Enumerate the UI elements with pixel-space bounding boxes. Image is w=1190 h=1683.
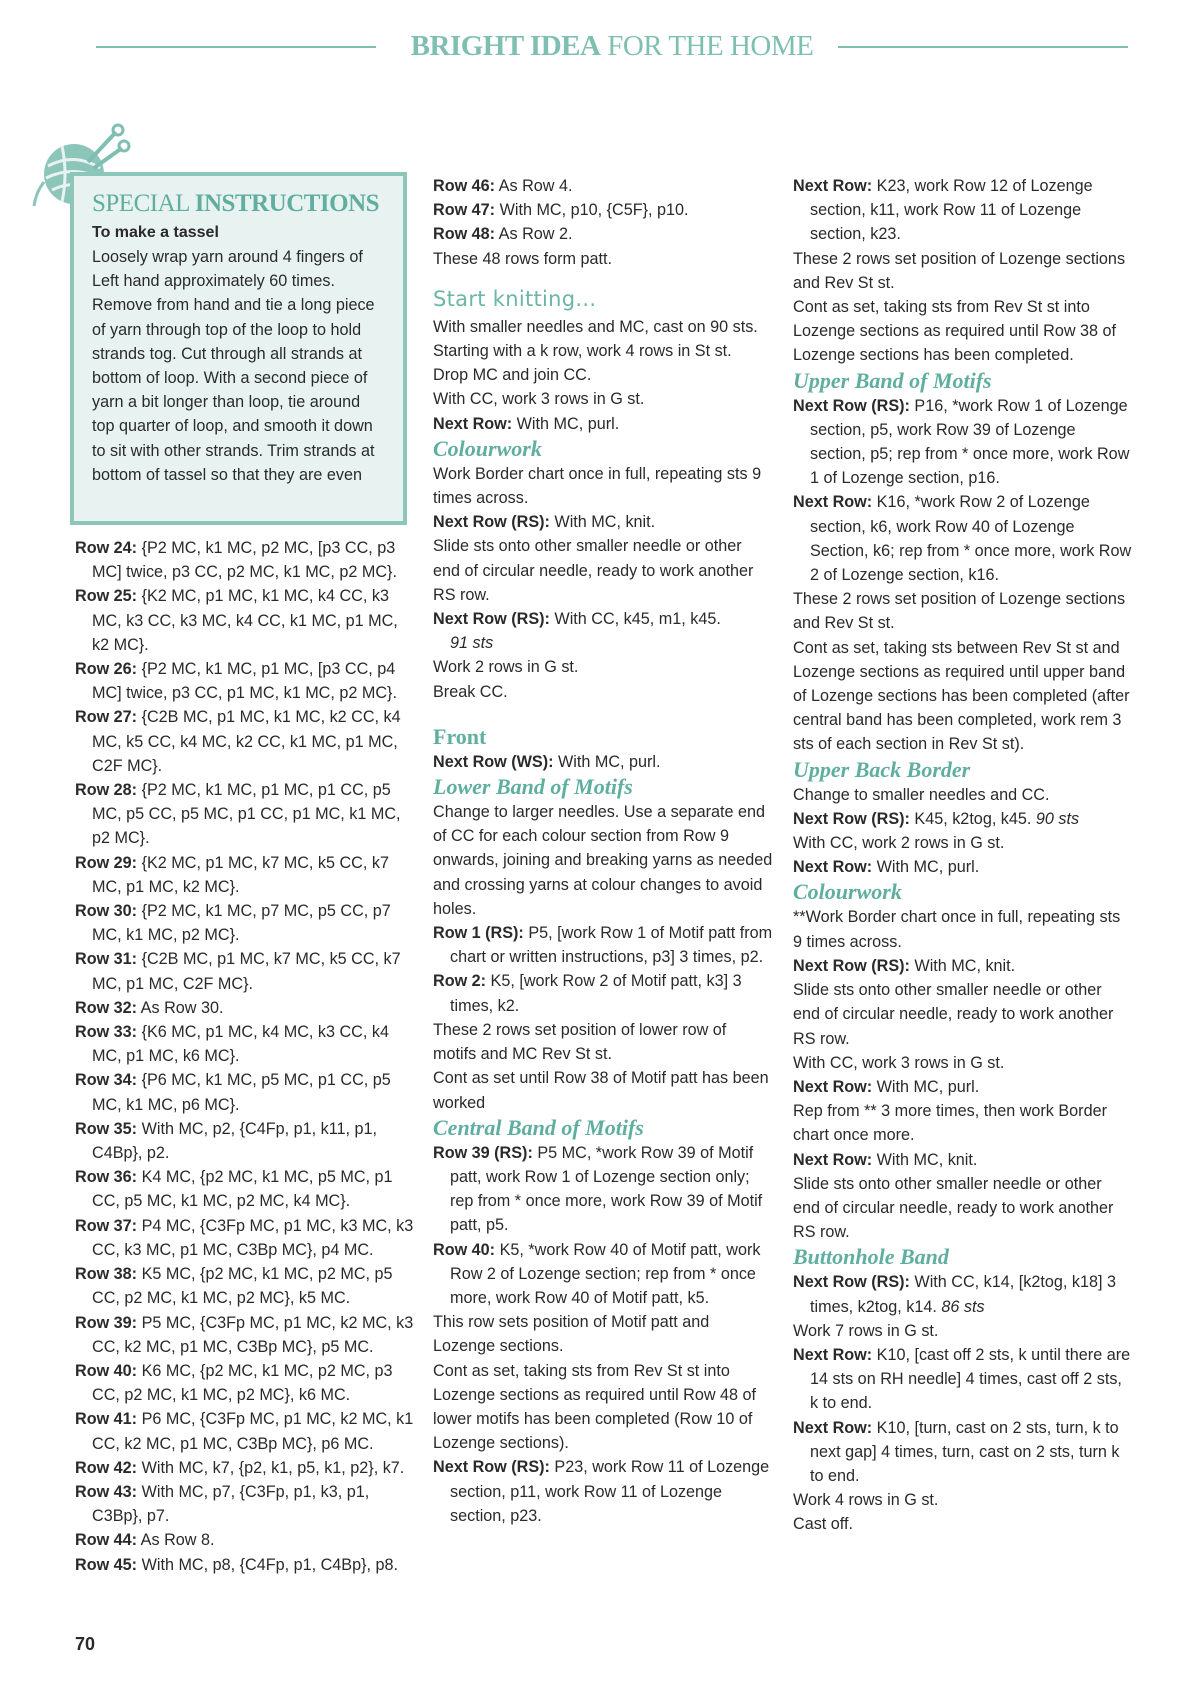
instruction-row [793,1512,1133,1536]
row-label: Row 31: [75,950,138,969]
instruction-row [433,1141,773,1238]
row-text: With MC, p8, {C4Fp, p1, C4Bp}, p8. [137,1555,398,1574]
row-label: Next Row: [793,177,873,195]
instruction-row [75,1020,415,1068]
row-label: Row 45: [75,1555,138,1574]
back-border-rows [793,831,1133,879]
instruction-row [75,1480,415,1528]
row-text: With smaller needles and MC, cast on 90 sts. [433,317,758,336]
instruction-row [75,1553,415,1577]
row-text: P5 MC, {C3Fp MC, p1 MC, k2 MC, k3 CC, k2 MC, p1 MC, C3Bp MC}, p5 MC. [92,1313,414,1356]
row-text: {P2 MC, k1 MC, p2 MC, [p3 CC, p3 MC] twice, p3 CC, p2 MC, k1 MC, p2 MC}. [92,539,397,582]
header-title-thin: FOR THE HOME [600,30,814,62]
row-text: With MC, k7, {p2, k1, p5, k1, p2}, k7. [137,1458,405,1477]
row-label: Row 1 (RS): [433,924,524,943]
header-title-bold: BRIGHT IDEA [410,30,601,62]
buttonhole-text: With CC, k14, [k2tog, k18] 3 times, k2tog, k14. [810,1273,1116,1316]
column-1 [75,536,415,1577]
row-label: Row 35: [75,1119,138,1138]
instruction-row [793,855,1133,879]
row-text: Slide sts onto other smaller needle or other end of circular needle, ready to work another RS row. [433,537,754,604]
instruction-row [75,1262,415,1310]
row-text: {K2 MC, p1 MC, k1 MC, k4 CC, k3 MC, k3 CC, k3 MC, k4 CC, k1 MC, p1 MC, k2 MC}. [92,587,398,654]
row-label: Next Row: [793,858,873,877]
back-border-line-2 [793,807,1133,831]
row-label: Row 41: [75,1410,138,1429]
row-label: Row 28: [75,781,138,800]
row-label: Row 30: [75,902,138,921]
instruction-row [793,1148,1133,1172]
colourwork-rows-2 [793,905,1133,1244]
special-title-light: SPECIAL [92,190,195,217]
row-label: Next Row: [793,1418,873,1437]
row-label: Next Row (RS): [793,396,910,415]
instruction-row [75,899,415,947]
row-text: With CC, k45, m1, k45. [549,610,721,629]
instruction-row [793,394,1133,491]
row-label: Row 25: [75,587,138,606]
instruction-row [433,800,773,921]
colourwork-heading: Colourwork [433,435,542,461]
row-text: K23, work Row 12 of Lozenge section, k11, work Row 11 of Lozenge section, k23. [810,177,1093,244]
instruction-row [75,1068,415,1116]
instruction-row [75,1407,415,1455]
instruction-row [793,587,1133,635]
colourwork-end-rows [433,655,773,703]
instruction-row [433,339,773,363]
row-label: Row 46: [433,177,496,195]
page-header [96,28,1128,68]
row-text: Cont as set, taking sts from Rev St st into Lozenge sections as required until Row 38 of Lozenge sections has been completed. [793,298,1117,365]
row-text: {P2 MC, k1 MC, p1 MC, [p3 CC, p4 MC] twice, p3 CC, p1 MC, k1 MC, p2 MC}. [92,660,397,703]
row-text: With MC, p2, {C4Fp, p1, k11, p1, C4Bp}, p2. [92,1119,377,1163]
row-text: K10, [turn, cast on 2 sts, turn, k to next gap] 4 times, turn, cast on 2 sts, turn k to end. [810,1418,1120,1485]
colourwork-rows [433,462,773,631]
row-label: Row 42: [75,1458,138,1477]
instruction-row [793,1099,1133,1147]
row-text: With MC, purl. [553,752,661,771]
buttonhole-count: 86 sts [941,1297,985,1316]
buttonhole-label: Next Row (RS): [793,1273,910,1292]
buttonhole-rows [793,1319,1133,1537]
instruction-row [793,954,1133,978]
instruction-row [433,1238,773,1311]
row-text: Cast off. [793,1515,853,1534]
row-text: As Row 4. [495,177,573,195]
row-label: Next Row (RS): [433,513,550,532]
instruction-row [75,1214,415,1262]
instruction-row [433,1310,773,1358]
row-label: Next Row: [793,1345,873,1364]
row-text: With CC, work 3 rows in G st. [793,1053,1005,1072]
row-text: Work 4 rows in G st. [793,1491,939,1510]
instruction-row [793,174,1133,247]
row-text: P5, [work Row 1 of Motif patt from chart or written instructions, p3] 3 times, p2. [450,924,773,967]
instruction-row [433,534,773,607]
row-label: Row 43: [75,1482,138,1501]
row-label: Row 27: [75,708,138,727]
upper-band-heading: Upper Band of Motifs [793,367,992,393]
buttonhole-band-heading: Buttonhole Band [793,1244,949,1270]
row-text: {P2 MC, k1 MC, p7 MC, p5 CC, p7 MC, k1 MC, p2 MC}. [92,902,391,945]
row-label: Row 26: [75,660,138,679]
column-3 [793,174,1133,1537]
row-label: Next Row: [793,1150,873,1169]
instruction-row [433,750,773,774]
instruction-row [433,510,773,534]
row-label: Row 34: [75,1071,138,1090]
instruction-row [75,1165,415,1213]
row-text: {K6 MC, p1 MC, k4 MC, k3 CC, k4 MC, p1 MC, k6 MC}. [92,1023,389,1066]
instruction-row [75,1359,415,1407]
row-label: Next Row (WS): [433,752,554,771]
row-text: These 48 rows form patt. [433,249,613,268]
row-text: P4 MC, {C3Fp MC, p1 MC, k3 MC, k3 CC, k3 MC, p1 MC, C3Bp MC}, p4 MC. [92,1216,414,1259]
tassel-subhead: To make a tassel [92,224,219,241]
page-number: 70 [75,1634,96,1654]
instruction-row [433,363,773,387]
instruction-row [793,490,1133,587]
instruction-row [75,705,415,778]
instruction-row [433,1359,773,1456]
instruction-row [433,222,773,246]
row-text: These 2 rows set position of Lozenge sections and Rev St st. [793,249,1126,292]
upper-back-border-heading: Upper Back Border [793,756,971,782]
instruction-row [433,247,773,271]
back-border-count: 90 sts [1035,809,1080,828]
row-text: With MC, knit. [872,1150,978,1169]
row-text: K5 MC, {p2 MC, k1 MC, p2 MC, p5 CC, p2 MC, k1 MC, p2 MC}, k5 MC. [92,1265,393,1308]
instruction-row [75,1456,415,1480]
row-label: Next Row: [793,493,873,512]
row-text: Work 7 rows in G st. [793,1321,939,1340]
row-text: Work Border chart once in full, repeating sts 9 times across. [433,464,762,508]
row-text: {P2 MC, k1 MC, p1 MC, p1 CC, p5 MC, p5 CC, p5 MC, p1 CC, p1 MC, k1 MC, p2 MC}. [92,781,401,848]
col2-rows-top [433,174,773,271]
instruction-row [793,1343,1133,1416]
instruction-row [793,247,1133,295]
upper-band-rows [793,394,1133,757]
row-text: With MC, knit. [909,956,1016,975]
central-band-heading: Central Band of Motifs [433,1114,644,1140]
row-text: Rep from ** 3 more times, then work Border chart once more. [793,1102,1107,1145]
instruction-row [75,996,415,1020]
row-text: This row sets position of Motif patt and Lozenge sections. [433,1313,710,1356]
row-text: K16, *work Row 2 of Lozenge section, k6, work Row 40 of Lozenge Section, k6; rep from * once more, work Row 2 of Lozenge section, k16. [810,493,1132,585]
row-label: Row 48: [433,225,496,244]
instruction-row [793,1075,1133,1099]
instruction-row [75,851,415,899]
instruction-row [433,387,773,411]
row-text: These 2 rows set position of Lozenge sections and Rev St st. [793,590,1126,633]
start-knitting-heading: Start knitting... [433,286,597,311]
row-label: Row 36: [75,1168,138,1187]
row-label: Row 44: [75,1531,138,1550]
row-text: With MC, p7, {C3Fp, p1, k3, p1, C3Bp}, p7. [92,1482,370,1526]
central-band-rows [433,1141,773,1528]
instruction-row [433,1455,773,1528]
row-label: Next Row: [793,1077,873,1096]
start-knitting-rows [433,315,773,436]
instruction-row [793,905,1133,953]
instruction-row [793,978,1133,1051]
row-text: These 2 rows set position of lower row of motifs and MC Rev St st. [433,1020,727,1064]
row-label: Row 29: [75,853,138,872]
row-text: P16, *work Row 1 of Lozenge section, p5, work Row 39 of Lozenge section, p5; rep from * once more, work Row 1 of Lozenge section, p16. [810,396,1130,488]
row-text: With CC, work 2 rows in G st. [793,834,1005,853]
row-text: Break CC. [433,682,508,701]
back-border-text: K45, k2tog, k45. [909,809,1036,828]
instruction-row [793,1488,1133,1512]
instruction-row [75,947,415,995]
instruction-row [75,536,415,584]
instruction-row [433,680,773,704]
instruction-row [433,921,773,969]
row-text: Drop MC and join CC. [433,366,592,385]
instruction-row [433,1018,773,1066]
spacer [433,704,773,724]
row-label: Row 38: [75,1265,138,1284]
special-instructions-box [70,172,407,525]
row-text: Starting with a k row, work 4 rows in St st. [433,342,732,361]
row-text: Slide sts onto other smaller needle or other end of circular needle, ready to work another RS row. [793,981,1114,1048]
row-text: With MC, knit. [549,513,656,532]
column-2 [433,174,773,1528]
instruction-row [433,174,773,198]
row-text: Change to larger needles. Use a separate end of CC for each colour section from Row 9 onwards, joining and breaking yarns as needed and crossing yarns at colour changes to avoid holes. [433,803,773,918]
row-text: With MC, purl. [512,414,620,433]
instruction-row [433,969,773,1017]
row-label: Next Row: [433,414,513,433]
row-text: K5, [work Row 2 of Motif patt, k3] 3 times, k2. [450,972,742,1015]
row-text: {C2B MC, p1 MC, k1 MC, k2 CC, k4 MC, k5 CC, k4 MC, k2 CC, k1 MC, p1 MC, C2F MC}. [92,708,401,775]
row-label: Row 40: [75,1361,138,1380]
col3-rows-top [793,174,1133,368]
instruction-row [433,462,773,510]
row-text: P5 MC, *work Row 39 of Motif patt, work Row 1 of Lozenge section only; rep from * once more, work Row 39 of Motif patt, p5. [450,1143,763,1235]
instruction-row [433,1066,773,1114]
row-label: Row 24: [75,539,138,557]
row-label: Next Row (RS): [433,610,550,629]
row-text: As Row 2. [495,225,573,244]
row-label: Row 37: [75,1216,138,1235]
instruction-row [75,584,415,657]
row-text: Slide sts onto other smaller needle or other end of circular needle, ready to work another RS row. [793,1174,1114,1242]
row-text: With CC, work 3 rows in G st. [433,390,645,409]
special-instructions-title [92,190,385,218]
instruction-row [433,655,773,679]
instruction-row [75,778,415,851]
row-label: Row 33: [75,1023,138,1042]
row-text: P23, work Row 11 of Lozenge section, p11, work Row 11 of Lozenge section, p23. [450,1458,770,1525]
col1-rows [75,536,415,1577]
instruction-row [793,1051,1133,1075]
instruction-row [75,1311,415,1359]
colourwork-heading-2: Colourwork [793,879,902,905]
instruction-row [793,1319,1133,1343]
row-label: Next Row (RS): [793,956,910,975]
colourwork-stitch-count: 91 sts [450,634,494,653]
row-text: K6 MC, {p2 MC, k1 MC, p2 MC, p3 CC, p2 MC, k1 MC, p2 MC}, k6 MC. [92,1361,393,1405]
row-text: Work 2 rows in G st. [433,658,579,677]
row-text: {K2 MC, p1 MC, k7 MC, k5 CC, k7 MC, p1 MC, k2 MC}. [92,853,389,896]
row-label: Row 2: [433,972,487,991]
instruction-row [75,1117,415,1165]
front-heading: Front [433,723,487,749]
row-label: Next Row (RS): [433,1458,550,1477]
row-label: Row 39 (RS): [433,1143,533,1162]
row-text: P6 MC, {C3Fp MC, p1 MC, k2 MC, k1 CC, k2 MC, p1 MC, C3Bp MC}, p6 MC. [92,1410,414,1453]
lower-band-rows [433,800,773,1115]
row-text: Cont as set until Row 38 of Motif patt has been worked [433,1069,769,1112]
instruction-row [793,295,1133,368]
row-text: With MC, purl. [872,1077,980,1096]
row-text: K10, [cast off 2 sts, k until there are 14 sts on RH needle] 4 times, cast off 2 sts, k to end. [810,1345,1131,1413]
row-label: Row 40: [433,1240,496,1259]
back-border-label: Next Row (RS): [793,809,910,828]
row-text: Cont as set, taking sts from Rev St st into Lozenge sections as required until Row 48 of lower motifs has been completed (Row 10 of Lozenge sections). [433,1361,757,1453]
row-text: **Work Border chart once in full, repeating sts 9 times across. [793,908,1121,951]
header-rule-right [838,46,1128,48]
back-border-line-1: Change to smaller needles and CC. [793,785,1050,804]
instruction-row [793,831,1133,855]
row-text: {P6 MC, k1 MC, p5 MC, p1 CC, p5 MC, k1 MC, p6 MC}. [92,1071,391,1114]
row-label: Row 39: [75,1313,138,1332]
row-text: K4 MC, {p2 MC, k1 MC, p5 MC, p1 CC, p5 MC, k1 MC, p2 MC, k4 MC}. [92,1168,393,1211]
row-text: With MC, purl. [872,858,980,877]
buttonhole-line-1 [793,1270,1133,1318]
spacer [433,271,773,283]
special-title-bold: INSTRUCTIONS [194,190,380,217]
instruction-row [793,1172,1133,1245]
row-text: As Row 8. [137,1531,215,1550]
instruction-row [433,315,773,339]
row-text: With MC, p10, {C5F}, p10. [495,201,689,220]
row-text: As Row 30. [137,998,224,1017]
row-label: Row 47: [433,201,496,220]
lower-band-heading: Lower Band of Motifs [433,774,633,800]
instruction-row [793,1416,1133,1489]
row-text: K5, *work Row 40 of Motif patt, work Row 2 of Lozenge section; rep from * once more, work Row 40 of Motif patt, k5. [450,1240,761,1307]
instruction-row [433,198,773,222]
row-text: Cont as set, taking sts between Rev St st and Lozenge sections as required until upper band of Lozenge sections has been completed (after central band has been completed, work rem 3 sts of each section in Rev St st). [793,638,1130,754]
instruction-row [75,657,415,705]
tassel-instructions: Loosely wrap yarn around 4 fingers of Left hand approximately 60 times. Remove from hand and tie a long piece of yarn through top of the loop to hold strands tog. Cut through all strands at bottom of loop. With a second piece of yarn a bit longer than loop, tie around top quarter of loop, and smooth it down to sit with other strands. Trim strands at bottom of tassel so that they are even [92,248,375,484]
front-rows [433,750,773,774]
row-label: Row 32: [75,998,138,1017]
instruction-row [433,607,773,631]
instruction-row [75,1528,415,1552]
instruction-row [793,636,1133,757]
instruction-row [433,412,773,436]
row-text: {C2B MC, p1 MC, k7 MC, k5 CC, k7 MC, p1 MC, C2F MC}. [92,950,401,993]
